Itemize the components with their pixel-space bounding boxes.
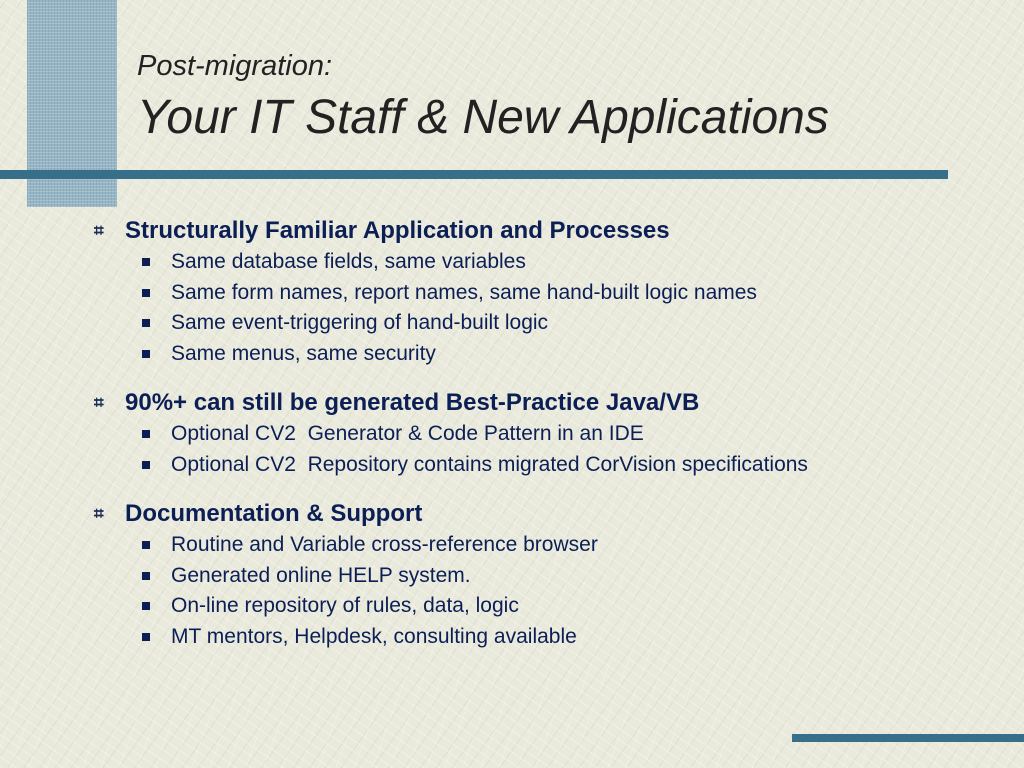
section-heading-row [90,497,1010,530]
list-item-text: On-line repository of rules, data, logic [171,594,519,618]
list-item [90,530,1010,561]
list-item-text: Optional CV2 Generator & Code Pattern in an IDE [171,422,644,446]
list-item-text: Same form names, report names, same hand-built logic names [171,280,757,304]
list-item [90,561,1010,592]
hash-bullet-icon: ⌗ [94,221,104,240]
list-item [90,278,1010,309]
list-item-text: Generated online HELP system. [171,563,471,587]
slide-title: Your IT Staff & New Applications [137,91,829,144]
section-heading-row [90,386,1010,419]
section-heading: 90%+ can still be generated Best-Practice Java/VB [125,388,700,416]
square-bullet-icon [142,572,150,580]
square-bullet-icon [142,541,150,549]
square-bullet-icon [142,461,150,469]
list-item [90,339,1010,370]
list-item [90,622,1010,653]
square-bullet-icon [142,430,150,438]
list-item [90,247,1010,278]
square-bullet-icon [142,319,150,327]
section-heading: Documentation & Support [125,499,423,527]
list-item [90,308,1010,339]
section-heading: Structurally Familiar Application and Processes [125,216,670,244]
section-heading-row [90,214,1010,247]
title-divider [0,170,948,179]
section-generated [90,386,1010,480]
square-bullet-icon [142,633,150,641]
list-item [90,591,1010,622]
list-item-text: MT mentors, Helpdesk, consulting available [171,624,577,648]
hash-bullet-icon: ⌗ [94,504,104,523]
list-item [90,419,1010,450]
list-item-text: Optional CV2 Repository contains migrated CorVision specifications [171,452,808,476]
footer-divider [792,734,1024,742]
list-item [90,450,1010,481]
list-item-text: Same menus, same security [171,341,436,365]
hash-bullet-icon: ⌗ [94,393,104,412]
square-bullet-icon [142,602,150,610]
list-item-text: Same database fields, same variables [171,250,526,274]
slide-subtitle: Post-migration: [137,50,333,82]
list-item-text: Routine and Variable cross-reference browser [171,533,598,557]
slide-content [90,214,1010,669]
section-familiar [90,214,1010,369]
square-bullet-icon [142,350,150,358]
square-bullet-icon [142,258,150,266]
square-bullet-icon [142,289,150,297]
section-documentation [90,497,1010,652]
list-item-text: Same event-triggering of hand-built logic [171,311,549,335]
